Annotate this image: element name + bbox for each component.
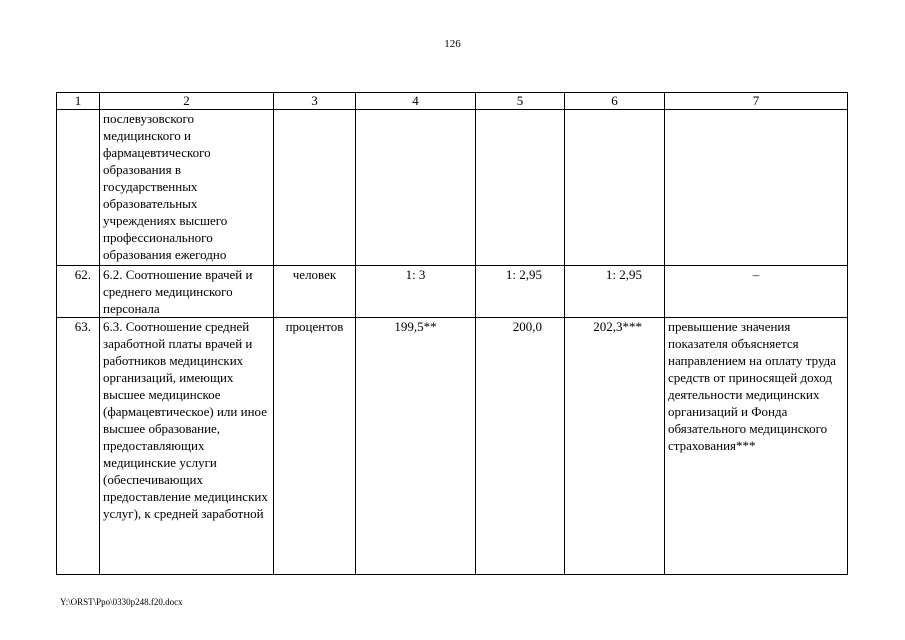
cell-col6 — [565, 110, 665, 266]
table-row-continuation — [57, 110, 848, 266]
cell-num — [57, 110, 100, 266]
cell-unit — [274, 110, 356, 266]
cell-indicator-name: 6.3. Соотношение средней заработной платы врачей и работников медицинских организаций, имеющих высшее медицинское (фармацевтическое) или иное высшее образование, предоставляющих медицинские услуги (обеспечивающих предоставление медицинских услуг), к средней заработной — [100, 318, 274, 575]
table-header-row — [57, 93, 848, 110]
cell-num: 62. — [57, 266, 100, 318]
cell-col4: 1: 3 — [356, 266, 476, 318]
column-header-5: 5 — [476, 93, 565, 110]
cell-unit: процентов — [274, 318, 356, 575]
cell-indicator-name: 6.2. Соотношение врачей и среднего медицинского персонала — [100, 266, 274, 318]
cell-col7 — [665, 110, 848, 266]
cell-col7: превышение значения показателя объясняется направлением на оплату труда средств от приносящей доход деятельности медицинских организаций и Фонда обязательного медицинского страхования*** — [665, 318, 848, 575]
column-header-6: 6 — [565, 93, 665, 110]
cell-col6: 202,3*** — [565, 318, 665, 575]
cell-col5: 200,0 — [476, 318, 565, 575]
table-row — [57, 318, 848, 575]
column-header-3: 3 — [274, 93, 356, 110]
cell-col4: 199,5** — [356, 318, 476, 575]
column-header-7: 7 — [665, 93, 848, 110]
cell-col5 — [476, 110, 565, 266]
cell-indicator-name: послевузовского медицинского и фармацевтического образования в государственных образовательных учреждениях высшего профессионального образования ежегодно — [100, 110, 274, 266]
table-row — [57, 266, 848, 318]
page-number: 126 — [444, 38, 461, 50]
cell-col7: – — [665, 266, 848, 318]
footer-file-path: Y:\ORST\Ppo\0330p248.f20.docx — [60, 597, 183, 607]
cell-unit: человек — [274, 266, 356, 318]
indicators-table — [56, 92, 848, 575]
column-header-1: 1 — [57, 93, 100, 110]
cell-col6: 1: 2,95 — [565, 266, 665, 318]
cell-col4 — [356, 110, 476, 266]
column-header-2: 2 — [100, 93, 274, 110]
cell-col5: 1: 2,95 — [476, 266, 565, 318]
cell-num: 63. — [57, 318, 100, 575]
column-header-4: 4 — [356, 93, 476, 110]
